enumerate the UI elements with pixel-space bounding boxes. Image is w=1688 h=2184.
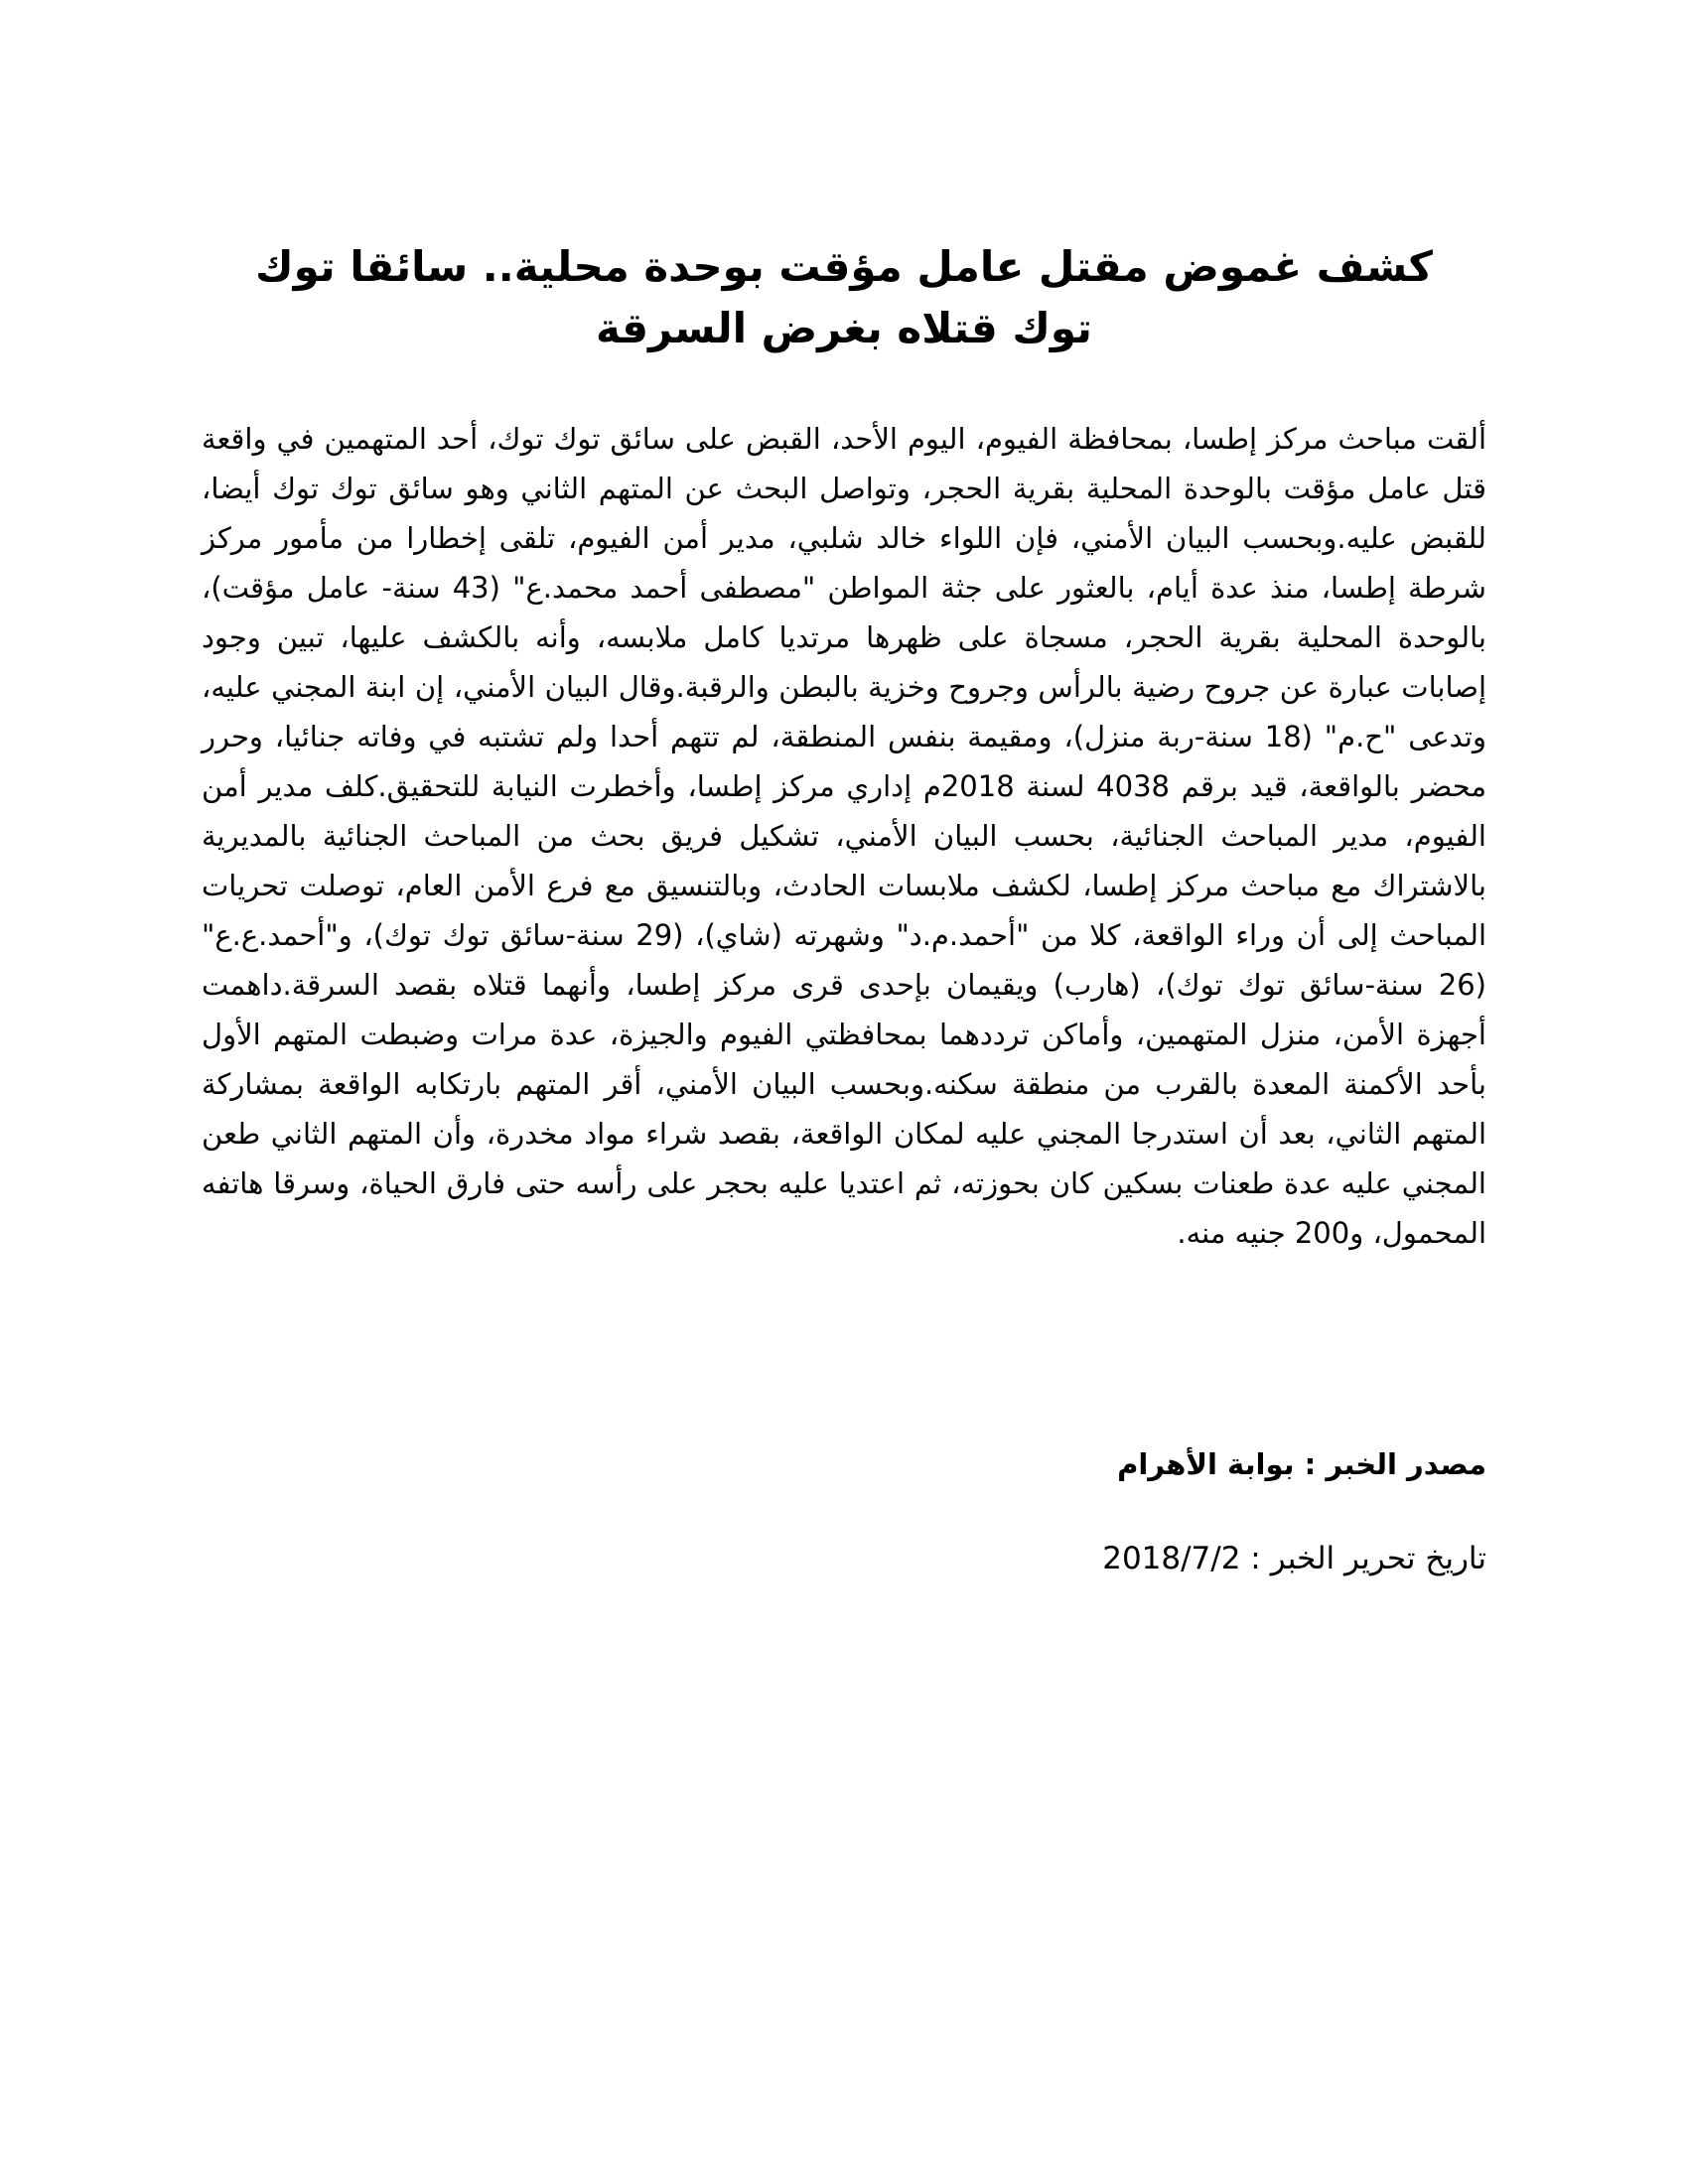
article-body: ألقت مباحث مركز إطسا، بمحافظة الفيوم، اليوم الأحد، القبض على سائق توك توك، أحد المتهمين في واقعة قتل عامل مؤقت بالوحدة المحلية بقرية الحجر، وتواصل البحث عن المتهم الثاني وهو سائق توك توك أيضا، للقبض عليه.وبحسب البيان الأمني، فإن اللواء خالد شلبي، مدير أمن الفيوم، تلقى إخطارا من مأمور مركز شرطة إطسا، منذ عدة أيام، بالعثور على جثة المواطن "مصطفى أحمد محمد.ع" (43 سنة- عامل مؤقت)، بالوحدة المحلية بقرية الحجر، مسجاة على ظهرها مرتديا كامل ملابسه، وأنه بالكشف عليها، تبين وجود إصابات عبارة عن جروح رضية بالرأس وجروح وخزية بالبطن والرقبة.وقال البيان الأمني، إن ابنة المجني عليه، وتدعى "ح.م" (18 سنة-ربة منزل)، ومقيمة بنفس المنطقة، لم تتهم أحدا ولم تشتبه في وفاته جنائيا، وحرر محضر بالواقعة، قيد برقم 4038 لسنة 2018م إداري مركز إطسا، وأخطرت النيابة للتحقيق.كلف مدير أمن الفيوم، مدير المباحث الجنائية، بحسب البيان الأمني، تشكيل فريق بحث من المباحث الجنائية بالمديرية بالاشتراك مع مباحث مركز إطسا، لكشف ملابسات الحادث، وبالتنسيق مع فرع الأمن العام، توصلت تحريات المباحث إلى أن وراء الواقعة، كلا من "أحمد.م.د" وشهرته (شاي)، (29 سنة-سائق توك توك)، و"أحمد.ع.ع" (26 سنة-سائق توك توك)، (هارب) ويقيمان بإحدى قرى مركز إطسا، وأنهما قتلاه بقصد السرقة.داهمت أجهزة الأمن، منزل المتهمين، وأماكن ترددهما بمحافظتي الفيوم والجيزة، عدة مرات وضبطت المتهم الأول بأحد الأكمنة المعدة بالقرب من منطقة سكنه.وبحسب البيان الأمني، أقر المتهم بارتكابه الواقعة بمشاركة المتهم الثاني، بعد أن استدرجا المجني عليه لمكان الواقعة، بقصد شراء مواد مخدرة، وأن المتهم الثاني طعن المجني عليه عدة طعنات بسكين كان بحوزته، ثم اعتديا عليه بحجر على رأسه حتى فارق الحياة، وسرقا هاتفه المحمول، و200 جنيه منه. <box>202 422 1487 1250</box>
article-title: كشف غموض مقتل عامل مؤقت بوحدة محلية.. سائقا توك توك قتلاه بغرض السرقة <box>255 242 1433 352</box>
news-date: تاريخ تحرير الخبر : 2018/7/2 <box>1102 1541 1486 1576</box>
news-source: مصدر الخبر : بوابة الأهرام <box>1117 1447 1486 1481</box>
